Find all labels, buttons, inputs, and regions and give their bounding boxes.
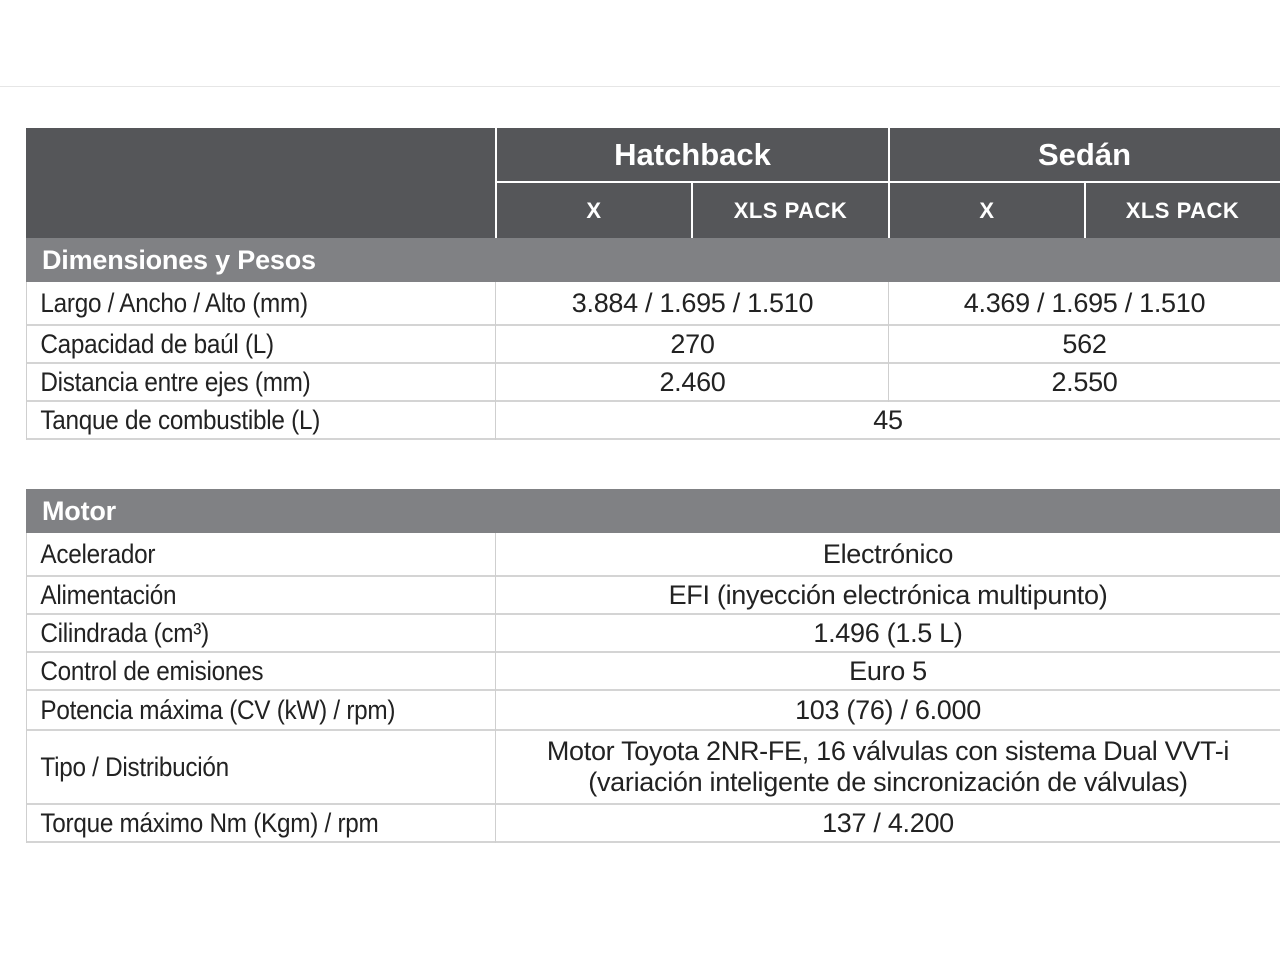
row-label: Distancia entre ejes (mm)	[40, 366, 311, 397]
row-value-sedan: 2.550	[1051, 366, 1118, 397]
row-value-all	[496, 731, 1280, 803]
row-label: Tipo / Distribución	[40, 751, 229, 782]
row-value-all: 103 (76) / 6.000	[795, 694, 981, 725]
trim-header-hatchback-xls-pack: XLS PACK	[733, 197, 848, 223]
table-row	[26, 691, 1280, 731]
table-row	[26, 577, 1280, 615]
row-label: Potencia máxima (CV (kW) / rpm)	[40, 694, 396, 725]
row-value-all: EFI (inyección electrónica multipunto)	[668, 579, 1108, 610]
top-divider	[0, 86, 1280, 87]
spec-table	[26, 128, 1280, 841]
row-label: Largo / Ancho / Alto (mm)	[40, 287, 308, 318]
table-edge	[26, 282, 27, 440]
column-divider	[495, 282, 496, 440]
trim-header-hatchback-x: X	[586, 197, 602, 223]
row-label: Cilindrada (cm³)	[40, 617, 209, 648]
section-title-motor: Motor	[26, 489, 1280, 533]
row-label: Capacidad de baúl (L)	[40, 328, 274, 359]
trim-header-sedan-x: X	[979, 197, 995, 223]
table-row	[26, 282, 1280, 326]
column-divider	[888, 282, 889, 402]
table-row	[26, 533, 1280, 577]
row-value-line-2: (variación inteligente de sincronización de válvulas)	[588, 767, 1188, 797]
model-header-sedan: Sedán	[889, 128, 1280, 183]
row-value-hatchback: 270	[670, 328, 715, 359]
row-label: Torque máximo Nm (Kgm) / rpm	[40, 807, 379, 838]
row-label: Alimentación	[40, 579, 177, 610]
row-value-sedan: 562	[1062, 328, 1107, 359]
row-value-sedan: 4.369 / 1.695 / 1.510	[963, 287, 1206, 318]
table-row	[26, 653, 1280, 691]
table-row	[26, 805, 1280, 843]
table-header	[26, 128, 1280, 238]
row-label: Tanque de combustible (L)	[40, 404, 321, 435]
header-divider	[1084, 183, 1086, 238]
row-value-all: 137 / 4.200	[822, 807, 954, 838]
table-row	[26, 402, 1280, 440]
header-divider	[888, 128, 890, 238]
table-row	[26, 364, 1280, 402]
column-divider	[495, 533, 496, 843]
row-label: Control de emisiones	[40, 655, 264, 686]
row-value-all: 1.496 (1.5 L)	[813, 617, 963, 648]
row-value-hatchback: 2.460	[659, 366, 726, 397]
row-value-all: 45	[873, 404, 903, 435]
row-value-all: Electrónico	[822, 538, 954, 569]
row-value-hatchback: 3.884 / 1.695 / 1.510	[571, 287, 814, 318]
table-row	[26, 731, 1280, 805]
row-value-line-1: Motor Toyota 2NR-FE, 16 válvulas con sistema Dual VVT-i	[546, 736, 1230, 766]
table-row	[26, 615, 1280, 653]
table-row	[26, 326, 1280, 364]
row-value-all: Euro 5	[849, 655, 927, 686]
table-edge	[26, 533, 27, 843]
header-divider	[495, 128, 497, 238]
trim-header-sedan-xls-pack: XLS PACK	[1125, 197, 1240, 223]
header-divider	[691, 183, 693, 238]
model-header-hatchback: Hatchback	[496, 128, 889, 183]
section-title-dimensiones: Dimensiones y Pesos	[26, 238, 1280, 282]
row-label: Acelerador	[40, 538, 156, 569]
